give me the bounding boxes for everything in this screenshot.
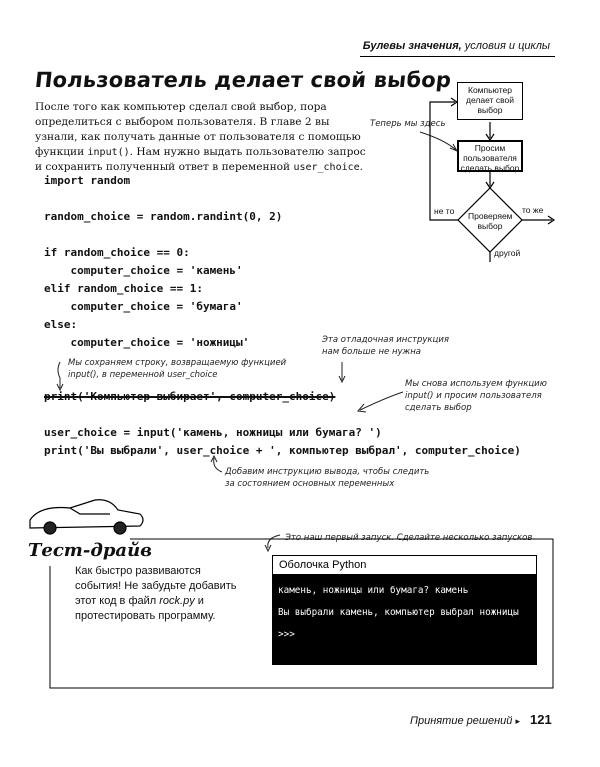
header-chapter-rest: условия и циклы bbox=[461, 40, 550, 52]
flowchart-diamond-label: Проверяем выбор bbox=[468, 211, 513, 231]
test-drive-file: rock.py bbox=[159, 595, 195, 607]
note-text: Мы сохраняем строку, возвращаемую функцией bbox=[68, 358, 287, 368]
test-drive-text-1: Как быстро развиваются события! Не забудьте добавить этот код в файл bbox=[75, 565, 237, 607]
flowchart-label-bottom: другой bbox=[494, 248, 521, 258]
flowchart-label-right: то же bbox=[522, 205, 544, 215]
code-line: elif random_choice == 1: bbox=[44, 282, 203, 295]
code-line: import random bbox=[44, 174, 131, 187]
note-text: input(), в переменной user_choice bbox=[68, 370, 218, 380]
note-text: нам больше не нужна bbox=[322, 347, 421, 357]
code-line: computer_choice = 'ножницы' bbox=[44, 336, 250, 349]
code-line: computer_choice = 'камень' bbox=[44, 264, 243, 277]
flowchart-here-note: Теперь мы здесь bbox=[370, 119, 446, 129]
page-title: Пользователь делает свой выбор bbox=[33, 68, 453, 92]
intro-text-1: После того как компьютер сделал свой выбор, пора определиться с выбором пользователя. В главе 2 вы узнали, как получать данные от пользователя с помощью функции bbox=[35, 101, 361, 158]
note-text: Эта отладочная инструкция bbox=[322, 335, 449, 345]
flowchart-label-left: не то bbox=[434, 206, 455, 216]
note-text: сделать выбор bbox=[405, 403, 472, 413]
test-drive-text bbox=[75, 564, 245, 624]
intro-text-3: . bbox=[359, 161, 364, 173]
footer-arrow-icon: ▸ bbox=[515, 716, 520, 726]
footer-section-text: Принятие решений bbox=[410, 715, 513, 727]
flowchart-box-ask: Просим пользователя сделать выбор bbox=[457, 140, 523, 172]
footer-section bbox=[330, 715, 520, 727]
code-line: random_choice = random.randint(0, 2) bbox=[44, 210, 283, 223]
shell-line: Вы выбрали камень, компьютер выбрал ножницы bbox=[278, 607, 519, 618]
code-line-struck: print('Компьютер выбирает', computer_choice) bbox=[44, 390, 336, 403]
code-line: computer_choice = 'бумага' bbox=[44, 300, 243, 313]
shell-line: камень, ножницы или бумага? камень bbox=[278, 585, 469, 596]
page-number: 121 bbox=[530, 712, 552, 727]
intro-func: input() bbox=[87, 147, 130, 158]
flowchart-box-computer: Компьютер делает свой выбор bbox=[457, 82, 523, 120]
note-first-run: Это наш первый запуск. Сделайте несколько запусков bbox=[285, 533, 533, 543]
note-text: за состоянием основных переменных bbox=[225, 479, 395, 489]
note-text: Добавим инструкцию вывода, чтобы следить bbox=[225, 467, 430, 477]
code-line: else: bbox=[44, 318, 78, 331]
code-line: if random_choice == 0: bbox=[44, 246, 190, 259]
car-icon bbox=[30, 500, 143, 534]
shell-title: Оболочка Python bbox=[272, 555, 537, 575]
shell-prompt: >>> bbox=[278, 629, 295, 640]
intro-text-2: . Нам нужно выдать пользователю запрос и сохранить полученный ответ в переменной bbox=[35, 146, 366, 173]
test-drive-text-2: и протестировать программу. bbox=[75, 595, 216, 622]
test-drive-title: Тест-драйв bbox=[28, 540, 152, 561]
code-line: user_choice = input('камень, ножницы или бумага? ') bbox=[44, 426, 382, 439]
python-shell bbox=[272, 555, 537, 665]
note-text: Мы снова используем функцию bbox=[405, 379, 547, 389]
header-chapter-bold: Булевы значения, bbox=[362, 40, 462, 52]
intro-var: user_choice bbox=[293, 162, 360, 173]
code-line: print('Вы выбрали', user_choice + ', компьютер выбрал', computer_choice) bbox=[44, 444, 521, 457]
note-text: input() и просим пользователя bbox=[405, 391, 542, 401]
